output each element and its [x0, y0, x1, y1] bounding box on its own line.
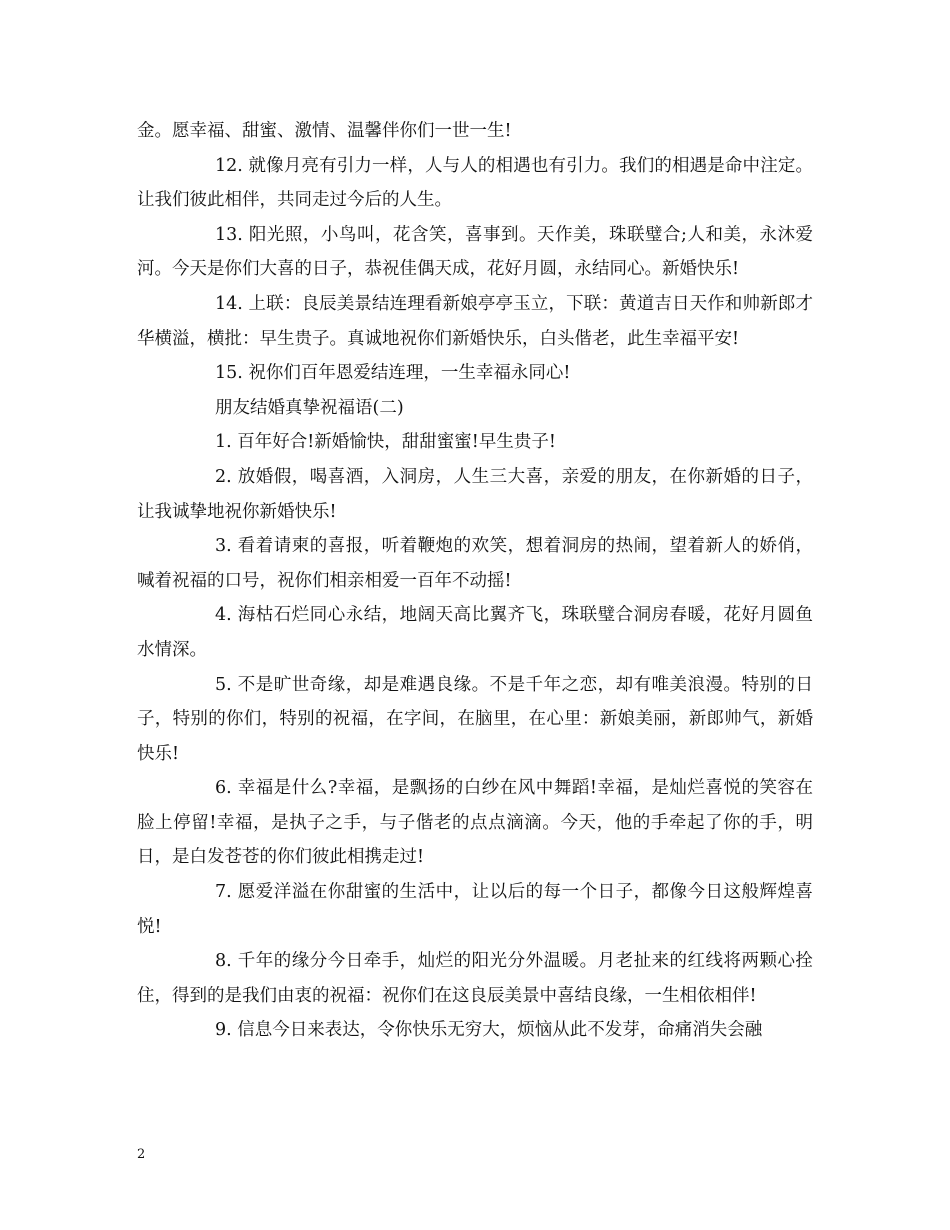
paragraph-2: 13. 阳光照，小鸟叫，花含笑，喜事到。天作美，珠联璧合;人和美，永沐爱河。今天是你们大喜的日子，恭祝佳偶天成，花好月圆，永结同心。新婚快乐! — [137, 224, 813, 280]
paragraph-6: 1. 百年好合!新婚愉快，甜甜蜜蜜!早生贵子! — [215, 432, 556, 453]
paragraph-1: 12. 就像月亮有引力一样，人与人的相遇也有引力。我们的相遇是命中注定。让我们彼此相伴，共同走过今后的人生。 — [137, 155, 813, 211]
document-body — [137, 114, 813, 1048]
paragraph-13: 8. 千年的缘分今日牵手，灿烂的阳光分外温暖。月老扯来的红线将两颗心拴住，得到的是我们由衷的祝福：祝你们在这良辰美景中喜结良缘，一生相依相伴! — [137, 951, 813, 1006]
paragraph-10: 5. 不是旷世奇缘，却是难遇良缘。不是千年之恋，却有唯美浪漫。特别的日子，特别的你们，特别的祝福，在字间，在脑里，在心里：新娘美丽，新郎帅气，新婚快乐! — [137, 674, 813, 764]
paragraph-14: 9. 信息今日来表达，令你快乐无穷大，烦恼从此不发芽，命痛消失会融 — [215, 1020, 763, 1041]
page-number: 2 — [137, 1147, 146, 1162]
paragraph-8: 3. 看着请柬的喜报，听着鞭炮的欢笑，想着洞房的热闹，望着新人的娇俏，喊着祝福的口号，祝你们相亲相爱一百年不动摇! — [137, 536, 813, 591]
paragraph-4: 15. 祝你们百年恩爱结连理，一生幸福永同心! — [215, 363, 571, 384]
paragraph-7: 2. 放婚假，喝喜酒，入洞房，人生三大喜，亲爱的朋友，在你新婚的日子，让我诚挚地祝你新婚快乐! — [137, 466, 813, 522]
paragraph-9: 4. 海枯石烂同心永结，地阔天高比翼齐飞，珠联璧合洞房春暖，花好月圆鱼水情深。 — [137, 605, 813, 660]
section-heading: 朋友结婚真挚祝福语(二) — [215, 397, 404, 418]
paragraph-12: 7. 愿爱洋溢在你甜蜜的生活中，让以后的每一个日子，都像今日这般辉煌喜悦! — [137, 882, 813, 937]
paragraph-3: 14. 上联：良辰美景结连理看新娘亭亭玉立，下联：黄道吉日天作和帅新郎才华横溢，横批：早生贵子。真诚地祝你们新婚快乐，白头偕老，此生幸福平安! — [137, 293, 813, 349]
paragraph-0: 金。愿幸福、甜蜜、激情、温馨伴你们一世一生! — [137, 121, 512, 141]
paragraph-11: 6. 幸福是什么?幸福，是飘扬的白纱在风中舞蹈!幸福，是灿烂喜悦的笑容在脸上停留!幸福，是执子之手，与子偕老的点点滴滴。今天，他的手牵起了你的手，明日，是白发苍苍的你们彼此相携走过! — [137, 778, 813, 868]
